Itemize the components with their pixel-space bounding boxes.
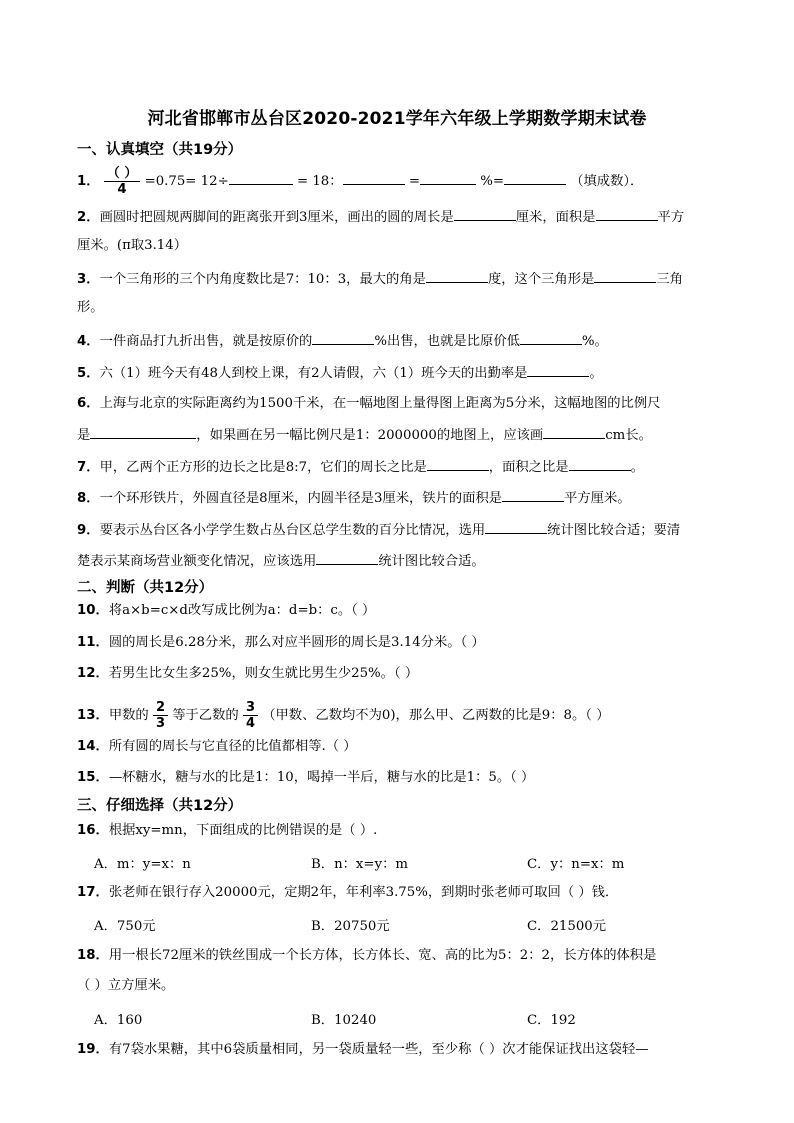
question-9: 9．要表示丛台区各小学学生数占丛台区总学生数的百分比情况，选用 统计图比较合适；要清 xyxy=(77,519,680,541)
answer-blank[interactable] xyxy=(316,550,378,565)
answer-blank[interactable] xyxy=(527,362,589,377)
question-13: 13．甲数的 $\frac{2}{3}$ 等于乙数的 $\frac{3}{4}$ （甲数、乙数均不为0)，那么甲、乙两数的比是9：8。（ ） xyxy=(77,700,610,731)
question-6: 6．上海与北京的实际距离约为1500千米，在一幅地图上量得图上距离为5分米，这幅地图的比例尺 xyxy=(77,396,661,411)
question-number: 7． xyxy=(77,460,100,475)
answer-blank[interactable] xyxy=(502,487,564,502)
fraction-three-quarters: $\frac{3}{4}$ xyxy=(243,700,258,731)
question-number: 11． xyxy=(77,635,109,650)
option-b[interactable]: B．n：x=y：m xyxy=(311,857,408,872)
question-number: 6． xyxy=(77,396,100,411)
question-number: 9． xyxy=(77,523,100,538)
question-number: 8． xyxy=(77,491,100,506)
question-4: 4．一件商品打九折出售，就是按原价的 %出售，也就是比原价低 %。 xyxy=(77,330,608,352)
question-number: 10． xyxy=(77,603,109,618)
answer-blank[interactable] xyxy=(504,170,566,185)
question-17: 17．张老师在银行存入20000元，定期2年，年利率3.75%，到期时张老师可取回（ ）钱． xyxy=(77,885,619,900)
question-number: 19． xyxy=(77,1042,109,1057)
answer-blank[interactable] xyxy=(454,206,516,221)
question-number: 14． xyxy=(77,739,109,754)
option-a[interactable]: A．750元 xyxy=(94,919,156,934)
question-5: 5．六（1）班今天有48人到校上课，有2人请假，六（1）班今天的出勤率是 。 xyxy=(77,362,603,384)
answer-blank[interactable] xyxy=(596,206,658,221)
question-number: 13． xyxy=(77,708,109,723)
question-11: 11．圆的周长是6.28分米，那么对应半圆形的周长是3.14分米。（ ） xyxy=(77,635,485,650)
answer-blank[interactable] xyxy=(543,424,605,439)
section-heading-fill: 一、认真填空（共19分） xyxy=(77,142,243,158)
question-number: 16． xyxy=(77,823,109,838)
option-b[interactable]: B．20750元 xyxy=(311,919,390,934)
question-6-line-2: 是 ，如果画在另一幅比例尺是1：2000000的地图上，应该画 cm长。 xyxy=(77,424,652,446)
question-number: 12． xyxy=(77,666,109,681)
answer-blank[interactable] xyxy=(520,330,582,345)
question-14: 14．所有圆的周长与它直径的比值都相等.（ ） xyxy=(77,739,357,754)
question-18: 18．用一根长72厘米的铁丝围成一个长方体，长方体长、宽、高的比为5：2：2，长方体的体积是 xyxy=(77,948,657,963)
question-8: 8．一个环形铁片，外圆直径是8厘米，内圆半径是3厘米，铁片的面积是 平方厘米。 xyxy=(77,487,631,509)
question-2: 2．画圆时把圆规两脚间的距离张开到3厘米，画出的圆的周长是 厘米，面积是 平方 xyxy=(77,206,684,228)
option-b[interactable]: B．10240 xyxy=(311,1013,377,1028)
answer-blank[interactable] xyxy=(485,519,547,534)
page-title: 河北省邯郸市丛台区2020-2021学年六年级上学期数学期末试卷 xyxy=(147,109,647,129)
question-number: 5． xyxy=(77,366,100,381)
fraction-two-thirds: $\frac{2}{3}$ xyxy=(153,700,168,731)
question-16: 16．根据xy=mn，下面组成的比例错误的是（ ）. xyxy=(77,823,378,838)
question-18-line-2: （ ）立方厘米。 xyxy=(77,978,175,993)
question-2-line-2: 厘米。(π取3.14） xyxy=(77,238,188,253)
question-number: 3． xyxy=(77,272,100,287)
question-number: 18． xyxy=(77,948,109,963)
question-number: 2． xyxy=(77,210,100,225)
section-heading-judge: 二、判断（共12分） xyxy=(77,580,214,596)
answer-blank[interactable] xyxy=(343,170,405,185)
question-10: 10．将a×b=c×d改写成比例为a：d=b：c。（ ） xyxy=(77,603,376,618)
question-15: 15．—杯糖水，糖与水的比是1：10，喝掉一半后，糖与水的比是1：5。（ ） xyxy=(77,770,535,785)
question-3-line-2: 形。 xyxy=(77,300,104,315)
answer-blank[interactable] xyxy=(312,330,374,345)
option-a[interactable]: A．160 xyxy=(94,1013,143,1028)
question-7: 7．甲，乙两个正方形的边长之比是8:7，它们的周长之比是 ，面积之比是 。 xyxy=(77,456,644,478)
question-number: 15． xyxy=(77,770,109,785)
option-c[interactable]: C．192 xyxy=(527,1013,576,1028)
fraction-blank-over-4: $\frac{( )}{4}$ xyxy=(104,166,141,197)
question-1: 1． $\frac{( )}{4}$ =0.75= 12÷ = 18： = %= （填成数）． xyxy=(77,166,644,197)
answer-blank[interactable] xyxy=(90,424,196,439)
option-c[interactable]: C．21500元 xyxy=(527,919,607,934)
question-number: 1． xyxy=(77,174,100,189)
question-number: 17． xyxy=(77,885,109,900)
question-19: 19．有7袋水果糖，其中6袋质量相同，另一袋质量轻一些，至少称（ ）次才能保证找出这袋轻— xyxy=(77,1042,649,1057)
answer-blank[interactable] xyxy=(426,268,488,283)
option-a[interactable]: A．m：y=x：n xyxy=(94,857,191,872)
question-3: 3．一个三角形的三个内角度数比是7：10：3，最大的角是 度，这个三角形是 三角 xyxy=(77,268,683,290)
question-9-line-2: 楚表示某商场营业额变化情况，应该选用 统计图比较合适。 xyxy=(77,550,485,572)
question-12: 12．若男生比女生多25%，则女生就比男生少25%。（ ） xyxy=(77,666,419,681)
answer-blank[interactable] xyxy=(229,170,293,185)
answer-blank[interactable] xyxy=(569,456,631,471)
answer-blank[interactable] xyxy=(427,456,489,471)
answer-blank[interactable] xyxy=(420,170,476,185)
section-heading-choice: 三、仔细选择（共12分） xyxy=(77,798,243,814)
answer-blank[interactable] xyxy=(594,268,656,283)
option-c[interactable]: C．y：n=x：m xyxy=(527,857,625,872)
question-number: 4． xyxy=(77,334,100,349)
